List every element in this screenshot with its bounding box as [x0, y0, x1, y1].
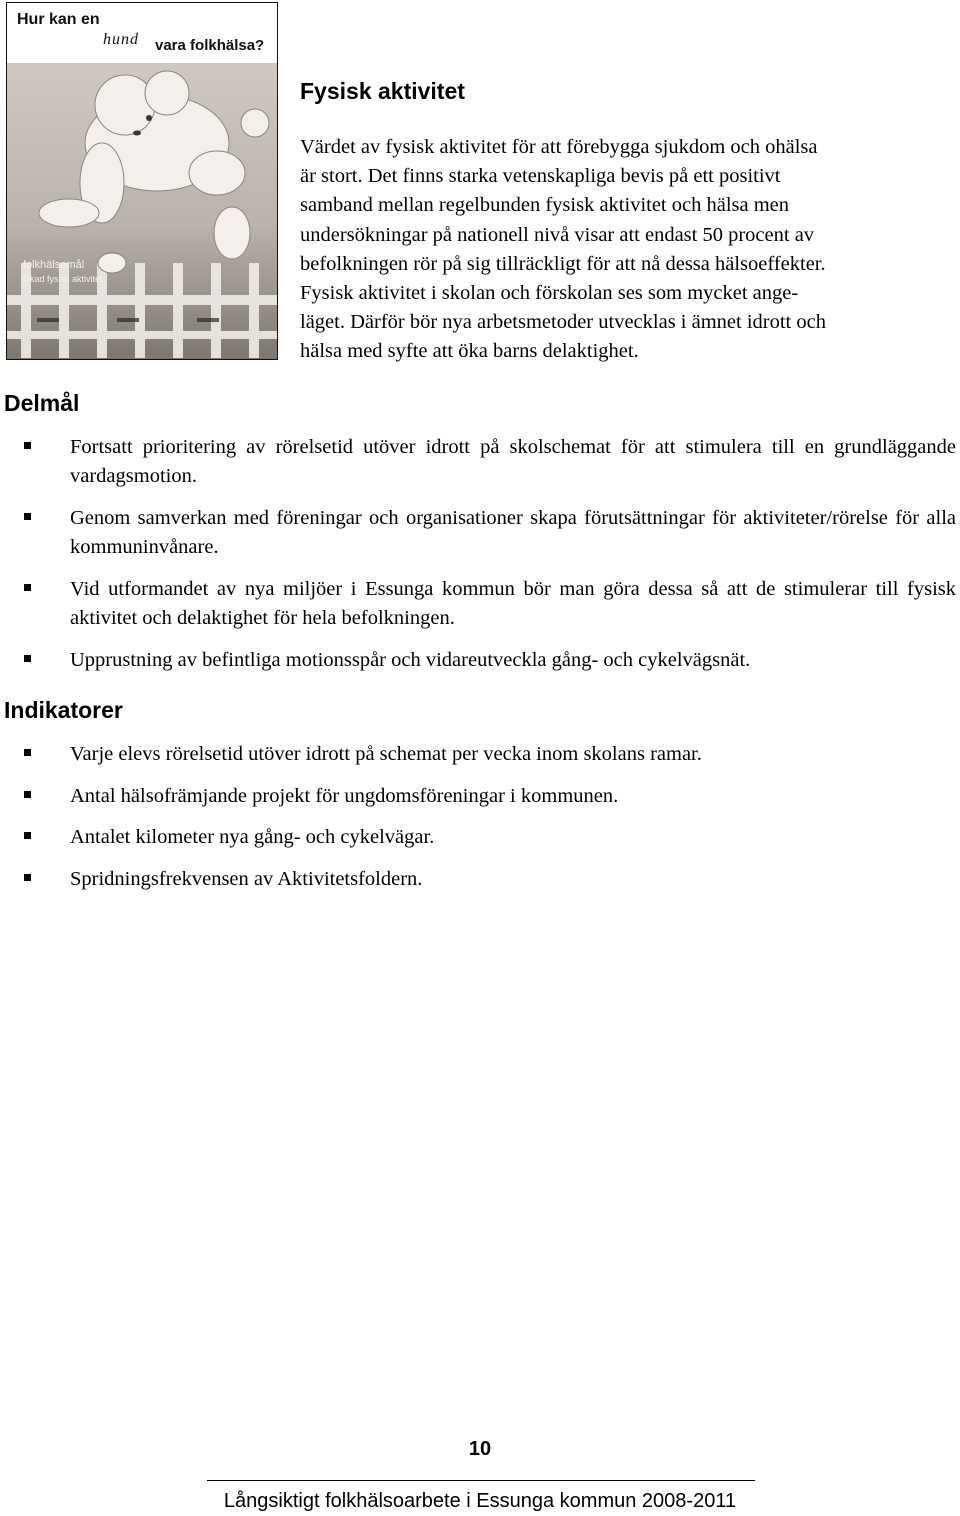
footer-text: Långsiktigt folkhälsoarbete i Essunga kommun 2008-2011	[223, 1490, 737, 1512]
list-item	[0, 865, 960, 894]
list-item	[0, 504, 960, 562]
intro-line: befolkningen rör på sig tillräckligt för att nå dessa hälsoeffekter.	[300, 252, 826, 275]
intro-line: är stort. Det finns starka vetenskapliga bevis på ett positivt	[300, 165, 781, 188]
square-bullet-icon	[24, 655, 31, 662]
list-item	[0, 782, 960, 811]
indicator-text: Antal hälsofrämjande projekt för ungdomsföreningar i kommunen.	[70, 784, 619, 807]
indicator-text: Varje elevs rörelsetid utöver idrott på schemat per vecka inom skolans ramar.	[70, 743, 702, 765]
intro-line: Värdet av fysisk aktivitet för att förebygga sjukdom och ohälsa	[300, 136, 818, 158]
delmal-heading: Delmål	[4, 390, 80, 416]
list-item	[0, 575, 960, 633]
indicator-text: Antalet kilometer nya gång- och cykelvägar.	[70, 826, 435, 848]
poster-image	[6, 2, 278, 360]
square-bullet-icon	[24, 513, 31, 520]
goal-text: Vid utformandet av nya miljöer i Essunga kommun bör man göra dessa så att de stimulerar till fysisk aktivitet och delaktighet för hela befolkningen.	[70, 578, 956, 629]
square-bullet-icon	[24, 832, 31, 839]
poodle-photo	[7, 63, 278, 360]
footer-divider	[207, 1480, 755, 1481]
page-number: 10	[468, 1438, 492, 1460]
indikatorer-heading: Indikatorer	[4, 697, 123, 723]
intro-paragraph	[300, 133, 952, 367]
intro-line: samband mellan regelbunden fysisk aktivitet och hälsa men	[300, 194, 790, 217]
intro-line: Fysisk aktivitet i skolan och förskolan ses som mycket ange-	[300, 282, 799, 305]
goals-list	[0, 433, 960, 688]
indicator-text: Spridningsfrekvensen av Aktivitetsfoldern.	[70, 867, 423, 890]
goal-text: Fortsatt prioritering av rörelsetid utöver idrott på skolschemat för att stimulera till en grundläggande vardagsmotion.	[70, 436, 956, 487]
square-bullet-icon	[24, 584, 31, 591]
goal-text: Upprustning av befintliga motionsspår och vidareutveckla gång- och cykelvägsnät.	[70, 649, 751, 671]
square-bullet-icon	[24, 791, 31, 798]
goal-text: Genom samverkan med föreningar och organisationer skapa förutsättningar för aktiviteter/rörelse för alla kommuninvånare.	[70, 507, 956, 558]
list-item	[0, 823, 960, 852]
square-bullet-icon	[24, 749, 31, 756]
square-bullet-icon	[24, 442, 31, 449]
intro-line: läget. Därför bör nya arbetsmetoder utvecklas i ämnet idrott och	[300, 311, 826, 334]
poster-title-line1: Hur kan en	[17, 11, 100, 28]
poster-title-line2: hund	[103, 31, 139, 48]
poster-brand: folkhälsomål	[23, 259, 85, 271]
indicators-list	[0, 740, 960, 906]
section-title: Fysisk aktivitet	[300, 78, 465, 104]
list-item	[0, 646, 960, 675]
list-item	[0, 740, 960, 769]
poster-brand-sub: Ökad fysisk aktivitet	[23, 274, 103, 284]
square-bullet-icon	[24, 874, 31, 881]
intro-line: undersökningar på nationell nivå visar att endast 50 procent av	[300, 223, 815, 246]
list-item	[0, 433, 960, 491]
intro-line: hälsa med syfte att öka barns delaktighet.	[300, 340, 639, 363]
poster-title-line3: vara folkhälsa?	[155, 37, 265, 54]
